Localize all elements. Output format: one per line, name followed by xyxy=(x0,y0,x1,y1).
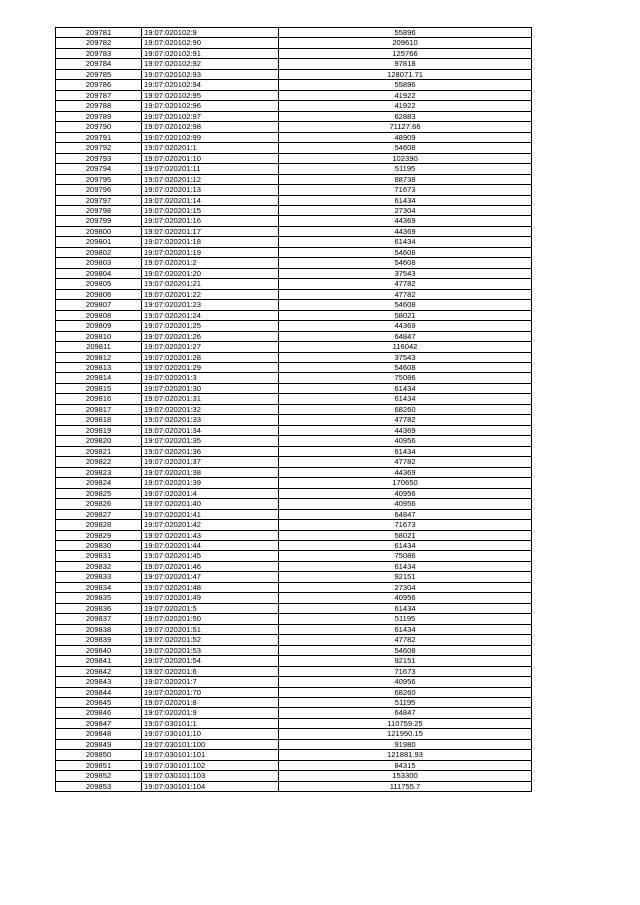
value-cell: 54608 xyxy=(279,363,532,373)
value-cell: 61434 xyxy=(279,394,532,404)
value-cell: 55896 xyxy=(279,80,532,90)
row-number-cell: 209811 xyxy=(56,342,142,352)
row-number-cell: 209848 xyxy=(56,729,142,739)
cadastral-number-cell: 19:07:020102:96 xyxy=(142,101,279,111)
row-number-cell: 209825 xyxy=(56,488,142,498)
value-cell: 71127.66 xyxy=(279,122,532,132)
cadastral-number-cell: 19:07:020102:90 xyxy=(142,38,279,48)
table-row xyxy=(56,446,532,456)
value-cell: 61434 xyxy=(279,603,532,613)
cadastral-number-cell: 19:07:020201:12 xyxy=(142,174,279,184)
value-cell: 37543 xyxy=(279,268,532,278)
value-cell: 51195 xyxy=(279,164,532,174)
value-cell: 62883 xyxy=(279,111,532,121)
value-cell: 125766 xyxy=(279,48,532,58)
value-cell: 47782 xyxy=(279,415,532,425)
row-number-cell: 209818 xyxy=(56,415,142,425)
cadastral-number-cell: 19:07:020201:4 xyxy=(142,488,279,498)
row-number-cell: 209843 xyxy=(56,677,142,687)
table-row xyxy=(56,603,532,613)
value-cell: 61434 xyxy=(279,383,532,393)
row-number-cell: 209820 xyxy=(56,436,142,446)
row-number-cell: 209814 xyxy=(56,373,142,383)
table-row xyxy=(56,48,532,58)
row-number-cell: 209831 xyxy=(56,551,142,561)
cadastral-number-cell: 19:07:020201:46 xyxy=(142,561,279,571)
cadastral-number-cell: 19:07:030101:100 xyxy=(142,739,279,749)
value-cell: 27304 xyxy=(279,582,532,592)
table-row xyxy=(56,729,532,739)
table-row xyxy=(56,718,532,728)
cadastral-number-cell: 19:07:020102:99 xyxy=(142,132,279,142)
row-number-cell: 209805 xyxy=(56,279,142,289)
cadastral-number-cell: 19:07:020201:9 xyxy=(142,708,279,718)
row-number-cell: 209785 xyxy=(56,69,142,79)
value-cell: 58021 xyxy=(279,310,532,320)
table-row xyxy=(56,111,532,121)
value-cell: 44369 xyxy=(279,467,532,477)
table-row xyxy=(56,237,532,247)
value-cell: 64847 xyxy=(279,509,532,519)
row-number-cell: 209827 xyxy=(56,509,142,519)
table-row xyxy=(56,415,532,425)
table-row xyxy=(56,572,532,582)
cadastral-number-cell: 19:07:020201:44 xyxy=(142,540,279,550)
table-row xyxy=(56,666,532,676)
table-row xyxy=(56,153,532,163)
value-cell: 54608 xyxy=(279,258,532,268)
row-number-cell: 209784 xyxy=(56,59,142,69)
table-row xyxy=(56,28,532,38)
table-row xyxy=(56,760,532,770)
table-row xyxy=(56,289,532,299)
value-cell: 44369 xyxy=(279,321,532,331)
value-cell: 91980 xyxy=(279,739,532,749)
cadastral-number-cell: 19:07:020201:25 xyxy=(142,321,279,331)
row-number-cell: 209815 xyxy=(56,383,142,393)
table-row xyxy=(56,488,532,498)
row-number-cell: 209788 xyxy=(56,101,142,111)
table-row xyxy=(56,101,532,111)
row-number-cell: 209846 xyxy=(56,708,142,718)
row-number-cell: 209852 xyxy=(56,771,142,781)
cadastral-number-cell: 19:07:020201:70 xyxy=(142,687,279,697)
value-cell: 121881.93 xyxy=(279,750,532,760)
row-number-cell: 209793 xyxy=(56,153,142,163)
cadastral-number-cell: 19:07:020201:26 xyxy=(142,331,279,341)
cadastral-number-cell: 19:07:030101:103 xyxy=(142,771,279,781)
value-cell: 75086 xyxy=(279,373,532,383)
cadastral-number-cell: 19:07:020201:53 xyxy=(142,645,279,655)
value-cell: 47782 xyxy=(279,279,532,289)
row-number-cell: 209837 xyxy=(56,614,142,624)
cadastral-number-cell: 19:07:020201:15 xyxy=(142,205,279,215)
row-number-cell: 209840 xyxy=(56,645,142,655)
table-row xyxy=(56,677,532,687)
table-row xyxy=(56,258,532,268)
table-row xyxy=(56,436,532,446)
value-cell: 61434 xyxy=(279,540,532,550)
value-cell: 40956 xyxy=(279,436,532,446)
cadastral-number-cell: 19:07:020201:3 xyxy=(142,373,279,383)
row-number-cell: 209812 xyxy=(56,352,142,362)
value-cell: 27304 xyxy=(279,205,532,215)
row-number-cell: 209790 xyxy=(56,122,142,132)
table-row xyxy=(56,352,532,362)
table-row xyxy=(56,739,532,749)
cadastral-number-cell: 19:07:020201:8 xyxy=(142,698,279,708)
row-number-cell: 209841 xyxy=(56,656,142,666)
row-number-cell: 209821 xyxy=(56,446,142,456)
row-number-cell: 209813 xyxy=(56,363,142,373)
row-number-cell: 209801 xyxy=(56,237,142,247)
cadastral-number-cell: 19:07:020102:97 xyxy=(142,111,279,121)
row-number-cell: 209835 xyxy=(56,593,142,603)
table-row xyxy=(56,268,532,278)
row-number-cell: 209833 xyxy=(56,572,142,582)
cadastral-number-cell: 19:07:020201:21 xyxy=(142,279,279,289)
cadastral-number-cell: 19:07:020102:98 xyxy=(142,122,279,132)
cadastral-number-cell: 19:07:020201:38 xyxy=(142,467,279,477)
value-cell: 209610 xyxy=(279,38,532,48)
table-row xyxy=(56,509,532,519)
cadastral-number-cell: 19:07:020201:41 xyxy=(142,509,279,519)
value-cell: 68260 xyxy=(279,687,532,697)
cadastral-number-cell: 19:07:020201:5 xyxy=(142,603,279,613)
table-row xyxy=(56,530,532,540)
cadastral-number-cell: 19:07:020201:50 xyxy=(142,614,279,624)
table-row xyxy=(56,310,532,320)
cadastral-number-cell: 19:07:020201:45 xyxy=(142,551,279,561)
value-cell: 54608 xyxy=(279,143,532,153)
row-number-cell: 209847 xyxy=(56,718,142,728)
value-cell: 92151 xyxy=(279,656,532,666)
table-row xyxy=(56,404,532,414)
table-row xyxy=(56,593,532,603)
table-row xyxy=(56,394,532,404)
row-number-cell: 209791 xyxy=(56,132,142,142)
cadastral-number-cell: 19:07:020201:37 xyxy=(142,457,279,467)
cadastral-number-cell: 19:07:020201:49 xyxy=(142,593,279,603)
table-row xyxy=(56,185,532,195)
value-cell: 68260 xyxy=(279,404,532,414)
row-number-cell: 209829 xyxy=(56,530,142,540)
value-cell: 40956 xyxy=(279,593,532,603)
table-row xyxy=(56,300,532,310)
value-cell: 40956 xyxy=(279,488,532,498)
value-cell: 55896 xyxy=(279,28,532,38)
cadastral-number-cell: 19:07:020201:20 xyxy=(142,268,279,278)
table-row xyxy=(56,561,532,571)
cadastral-number-cell: 19:07:020102:9 xyxy=(142,28,279,38)
table-row xyxy=(56,708,532,718)
table-row xyxy=(56,624,532,634)
value-cell: 64847 xyxy=(279,331,532,341)
table-row xyxy=(56,499,532,509)
value-cell: 47782 xyxy=(279,289,532,299)
table-row xyxy=(56,90,532,100)
value-cell: 153300 xyxy=(279,771,532,781)
row-number-cell: 209849 xyxy=(56,739,142,749)
cadastral-number-cell: 19:07:020201:30 xyxy=(142,383,279,393)
value-cell: 75086 xyxy=(279,551,532,561)
value-cell: 40956 xyxy=(279,499,532,509)
value-cell: 116042 xyxy=(279,342,532,352)
row-number-cell: 209789 xyxy=(56,111,142,121)
table-row xyxy=(56,614,532,624)
value-cell: 61434 xyxy=(279,446,532,456)
cadastral-number-cell: 19:07:020201:42 xyxy=(142,520,279,530)
table-row xyxy=(56,781,532,791)
row-number-cell: 209787 xyxy=(56,90,142,100)
table-row xyxy=(56,551,532,561)
table-row xyxy=(56,582,532,592)
cadastral-number-cell: 19:07:020201:7 xyxy=(142,677,279,687)
table-row xyxy=(56,520,532,530)
cadastral-number-cell: 19:07:020201:47 xyxy=(142,572,279,582)
value-cell: 40956 xyxy=(279,677,532,687)
row-number-cell: 209808 xyxy=(56,310,142,320)
table-row xyxy=(56,59,532,69)
value-cell: 44369 xyxy=(279,425,532,435)
cadastral-number-cell: 19:07:020201:31 xyxy=(142,394,279,404)
row-number-cell: 209792 xyxy=(56,143,142,153)
table-row xyxy=(56,457,532,467)
value-cell: 111755.7 xyxy=(279,781,532,791)
value-cell: 71673 xyxy=(279,666,532,676)
value-cell: 71673 xyxy=(279,185,532,195)
cadastral-number-cell: 19:07:020201:22 xyxy=(142,289,279,299)
row-number-cell: 209795 xyxy=(56,174,142,184)
row-number-cell: 209799 xyxy=(56,216,142,226)
value-cell: 58021 xyxy=(279,530,532,540)
table-row xyxy=(56,750,532,760)
row-number-cell: 209806 xyxy=(56,289,142,299)
table-row xyxy=(56,363,532,373)
cadastral-number-cell: 19:07:020201:33 xyxy=(142,415,279,425)
value-cell: 47782 xyxy=(279,635,532,645)
table-row xyxy=(56,373,532,383)
table-row xyxy=(56,698,532,708)
table-row xyxy=(56,69,532,79)
table-row xyxy=(56,383,532,393)
row-number-cell: 209819 xyxy=(56,425,142,435)
row-number-cell: 209798 xyxy=(56,205,142,215)
cadastral-number-cell: 19:07:020201:13 xyxy=(142,185,279,195)
cadastral-number-cell: 19:07:020201:19 xyxy=(142,247,279,257)
row-number-cell: 209809 xyxy=(56,321,142,331)
table-row xyxy=(56,635,532,645)
row-number-cell: 209832 xyxy=(56,561,142,571)
table-row xyxy=(56,132,532,142)
cadastral-number-cell: 19:07:020201:27 xyxy=(142,342,279,352)
cadastral-number-cell: 19:07:020201:51 xyxy=(142,624,279,634)
cadastral-number-cell: 19:07:020201:54 xyxy=(142,656,279,666)
cadastral-number-cell: 19:07:020201:29 xyxy=(142,363,279,373)
row-number-cell: 209802 xyxy=(56,247,142,257)
cadastral-number-cell: 19:07:020201:23 xyxy=(142,300,279,310)
value-cell: 54608 xyxy=(279,247,532,257)
table-row xyxy=(56,687,532,697)
value-cell: 51195 xyxy=(279,698,532,708)
cadastral-number-cell: 19:07:020201:17 xyxy=(142,226,279,236)
value-cell: 110759.25 xyxy=(279,718,532,728)
value-cell: 48909 xyxy=(279,132,532,142)
row-number-cell: 209824 xyxy=(56,478,142,488)
cadastral-number-cell: 19:07:020201:40 xyxy=(142,499,279,509)
cadastral-number-cell: 19:07:030101:102 xyxy=(142,760,279,770)
row-number-cell: 209817 xyxy=(56,404,142,414)
table-row xyxy=(56,174,532,184)
cadastral-number-cell: 19:07:020201:2 xyxy=(142,258,279,268)
cadastral-number-cell: 19:07:020102:93 xyxy=(142,69,279,79)
row-number-cell: 209783 xyxy=(56,48,142,58)
value-cell: 64847 xyxy=(279,708,532,718)
table-row xyxy=(56,143,532,153)
row-number-cell: 209823 xyxy=(56,467,142,477)
cadastral-number-cell: 19:07:030101:104 xyxy=(142,781,279,791)
row-number-cell: 209786 xyxy=(56,80,142,90)
value-cell: 71673 xyxy=(279,520,532,530)
row-number-cell: 209816 xyxy=(56,394,142,404)
row-number-cell: 209845 xyxy=(56,698,142,708)
cadastral-number-cell: 19:07:020201:24 xyxy=(142,310,279,320)
cadastral-number-cell: 19:07:020201:28 xyxy=(142,352,279,362)
row-number-cell: 209826 xyxy=(56,499,142,509)
value-cell: 51195 xyxy=(279,614,532,624)
value-cell: 61434 xyxy=(279,237,532,247)
value-cell: 88738 xyxy=(279,174,532,184)
table-row xyxy=(56,195,532,205)
row-number-cell: 209836 xyxy=(56,603,142,613)
value-cell: 41922 xyxy=(279,90,532,100)
table-row xyxy=(56,331,532,341)
row-number-cell: 209803 xyxy=(56,258,142,268)
table-row xyxy=(56,342,532,352)
row-number-cell: 209796 xyxy=(56,185,142,195)
cadastral-number-cell: 19:07:020201:39 xyxy=(142,478,279,488)
value-cell: 37543 xyxy=(279,352,532,362)
table-row xyxy=(56,771,532,781)
value-cell: 92151 xyxy=(279,572,532,582)
row-number-cell: 209797 xyxy=(56,195,142,205)
row-number-cell: 209830 xyxy=(56,540,142,550)
table-row xyxy=(56,425,532,435)
table-row xyxy=(56,164,532,174)
cadastral-number-cell: 19:07:030101:101 xyxy=(142,750,279,760)
value-cell: 61434 xyxy=(279,624,532,634)
table-row xyxy=(56,80,532,90)
row-number-cell: 209800 xyxy=(56,226,142,236)
data-table xyxy=(55,27,532,792)
row-number-cell: 209838 xyxy=(56,624,142,634)
cadastral-number-cell: 19:07:030101:10 xyxy=(142,729,279,739)
cadastral-number-cell: 19:07:020201:52 xyxy=(142,635,279,645)
row-number-cell: 209822 xyxy=(56,457,142,467)
value-cell: 61434 xyxy=(279,561,532,571)
value-cell: 121950.15 xyxy=(279,729,532,739)
cadastral-number-cell: 19:07:020102:91 xyxy=(142,48,279,58)
table-row xyxy=(56,656,532,666)
value-cell: 97818 xyxy=(279,59,532,69)
table-body xyxy=(56,28,532,792)
value-cell: 102390 xyxy=(279,153,532,163)
table-row xyxy=(56,321,532,331)
row-number-cell: 209842 xyxy=(56,666,142,676)
value-cell: 44369 xyxy=(279,216,532,226)
cadastral-number-cell: 19:07:020201:14 xyxy=(142,195,279,205)
value-cell: 44369 xyxy=(279,226,532,236)
cadastral-number-cell: 19:07:020201:11 xyxy=(142,164,279,174)
row-number-cell: 209828 xyxy=(56,520,142,530)
cadastral-number-cell: 19:07:020201:6 xyxy=(142,666,279,676)
cadastral-number-cell: 19:07:020201:43 xyxy=(142,530,279,540)
row-number-cell: 209851 xyxy=(56,760,142,770)
cadastral-number-cell: 19:07:020201:1 xyxy=(142,143,279,153)
value-cell: 47782 xyxy=(279,457,532,467)
table-row xyxy=(56,122,532,132)
table-row xyxy=(56,216,532,226)
row-number-cell: 209807 xyxy=(56,300,142,310)
table-row xyxy=(56,205,532,215)
row-number-cell: 209834 xyxy=(56,582,142,592)
cadastral-number-cell: 19:07:030101:1 xyxy=(142,718,279,728)
value-cell: 54608 xyxy=(279,300,532,310)
row-number-cell: 209804 xyxy=(56,268,142,278)
row-number-cell: 209850 xyxy=(56,750,142,760)
cadastral-number-cell: 19:07:020102:92 xyxy=(142,59,279,69)
table-row xyxy=(56,478,532,488)
table-row xyxy=(56,540,532,550)
value-cell: 128071.71 xyxy=(279,69,532,79)
row-number-cell: 209844 xyxy=(56,687,142,697)
value-cell: 84315 xyxy=(279,760,532,770)
row-number-cell: 209782 xyxy=(56,38,142,48)
value-cell: 41922 xyxy=(279,101,532,111)
table-row xyxy=(56,226,532,236)
row-number-cell: 209839 xyxy=(56,635,142,645)
table-row xyxy=(56,279,532,289)
value-cell: 170650 xyxy=(279,478,532,488)
row-number-cell: 209810 xyxy=(56,331,142,341)
cadastral-number-cell: 19:07:020201:35 xyxy=(142,436,279,446)
cadastral-number-cell: 19:07:020201:16 xyxy=(142,216,279,226)
cadastral-number-cell: 19:07:020102:95 xyxy=(142,90,279,100)
row-number-cell: 209781 xyxy=(56,28,142,38)
cadastral-number-cell: 19:07:020201:10 xyxy=(142,153,279,163)
table-row xyxy=(56,38,532,48)
cadastral-number-cell: 19:07:020201:34 xyxy=(142,425,279,435)
value-cell: 61434 xyxy=(279,195,532,205)
table-row xyxy=(56,467,532,477)
table-row xyxy=(56,247,532,257)
table-row xyxy=(56,645,532,655)
value-cell: 54608 xyxy=(279,645,532,655)
row-number-cell: 209853 xyxy=(56,781,142,791)
cadastral-number-cell: 19:07:020201:32 xyxy=(142,404,279,414)
row-number-cell: 209794 xyxy=(56,164,142,174)
cadastral-number-cell: 19:07:020201:36 xyxy=(142,446,279,456)
cadastral-number-cell: 19:07:020102:94 xyxy=(142,80,279,90)
cadastral-number-cell: 19:07:020201:48 xyxy=(142,582,279,592)
cadastral-number-cell: 19:07:020201:18 xyxy=(142,237,279,247)
